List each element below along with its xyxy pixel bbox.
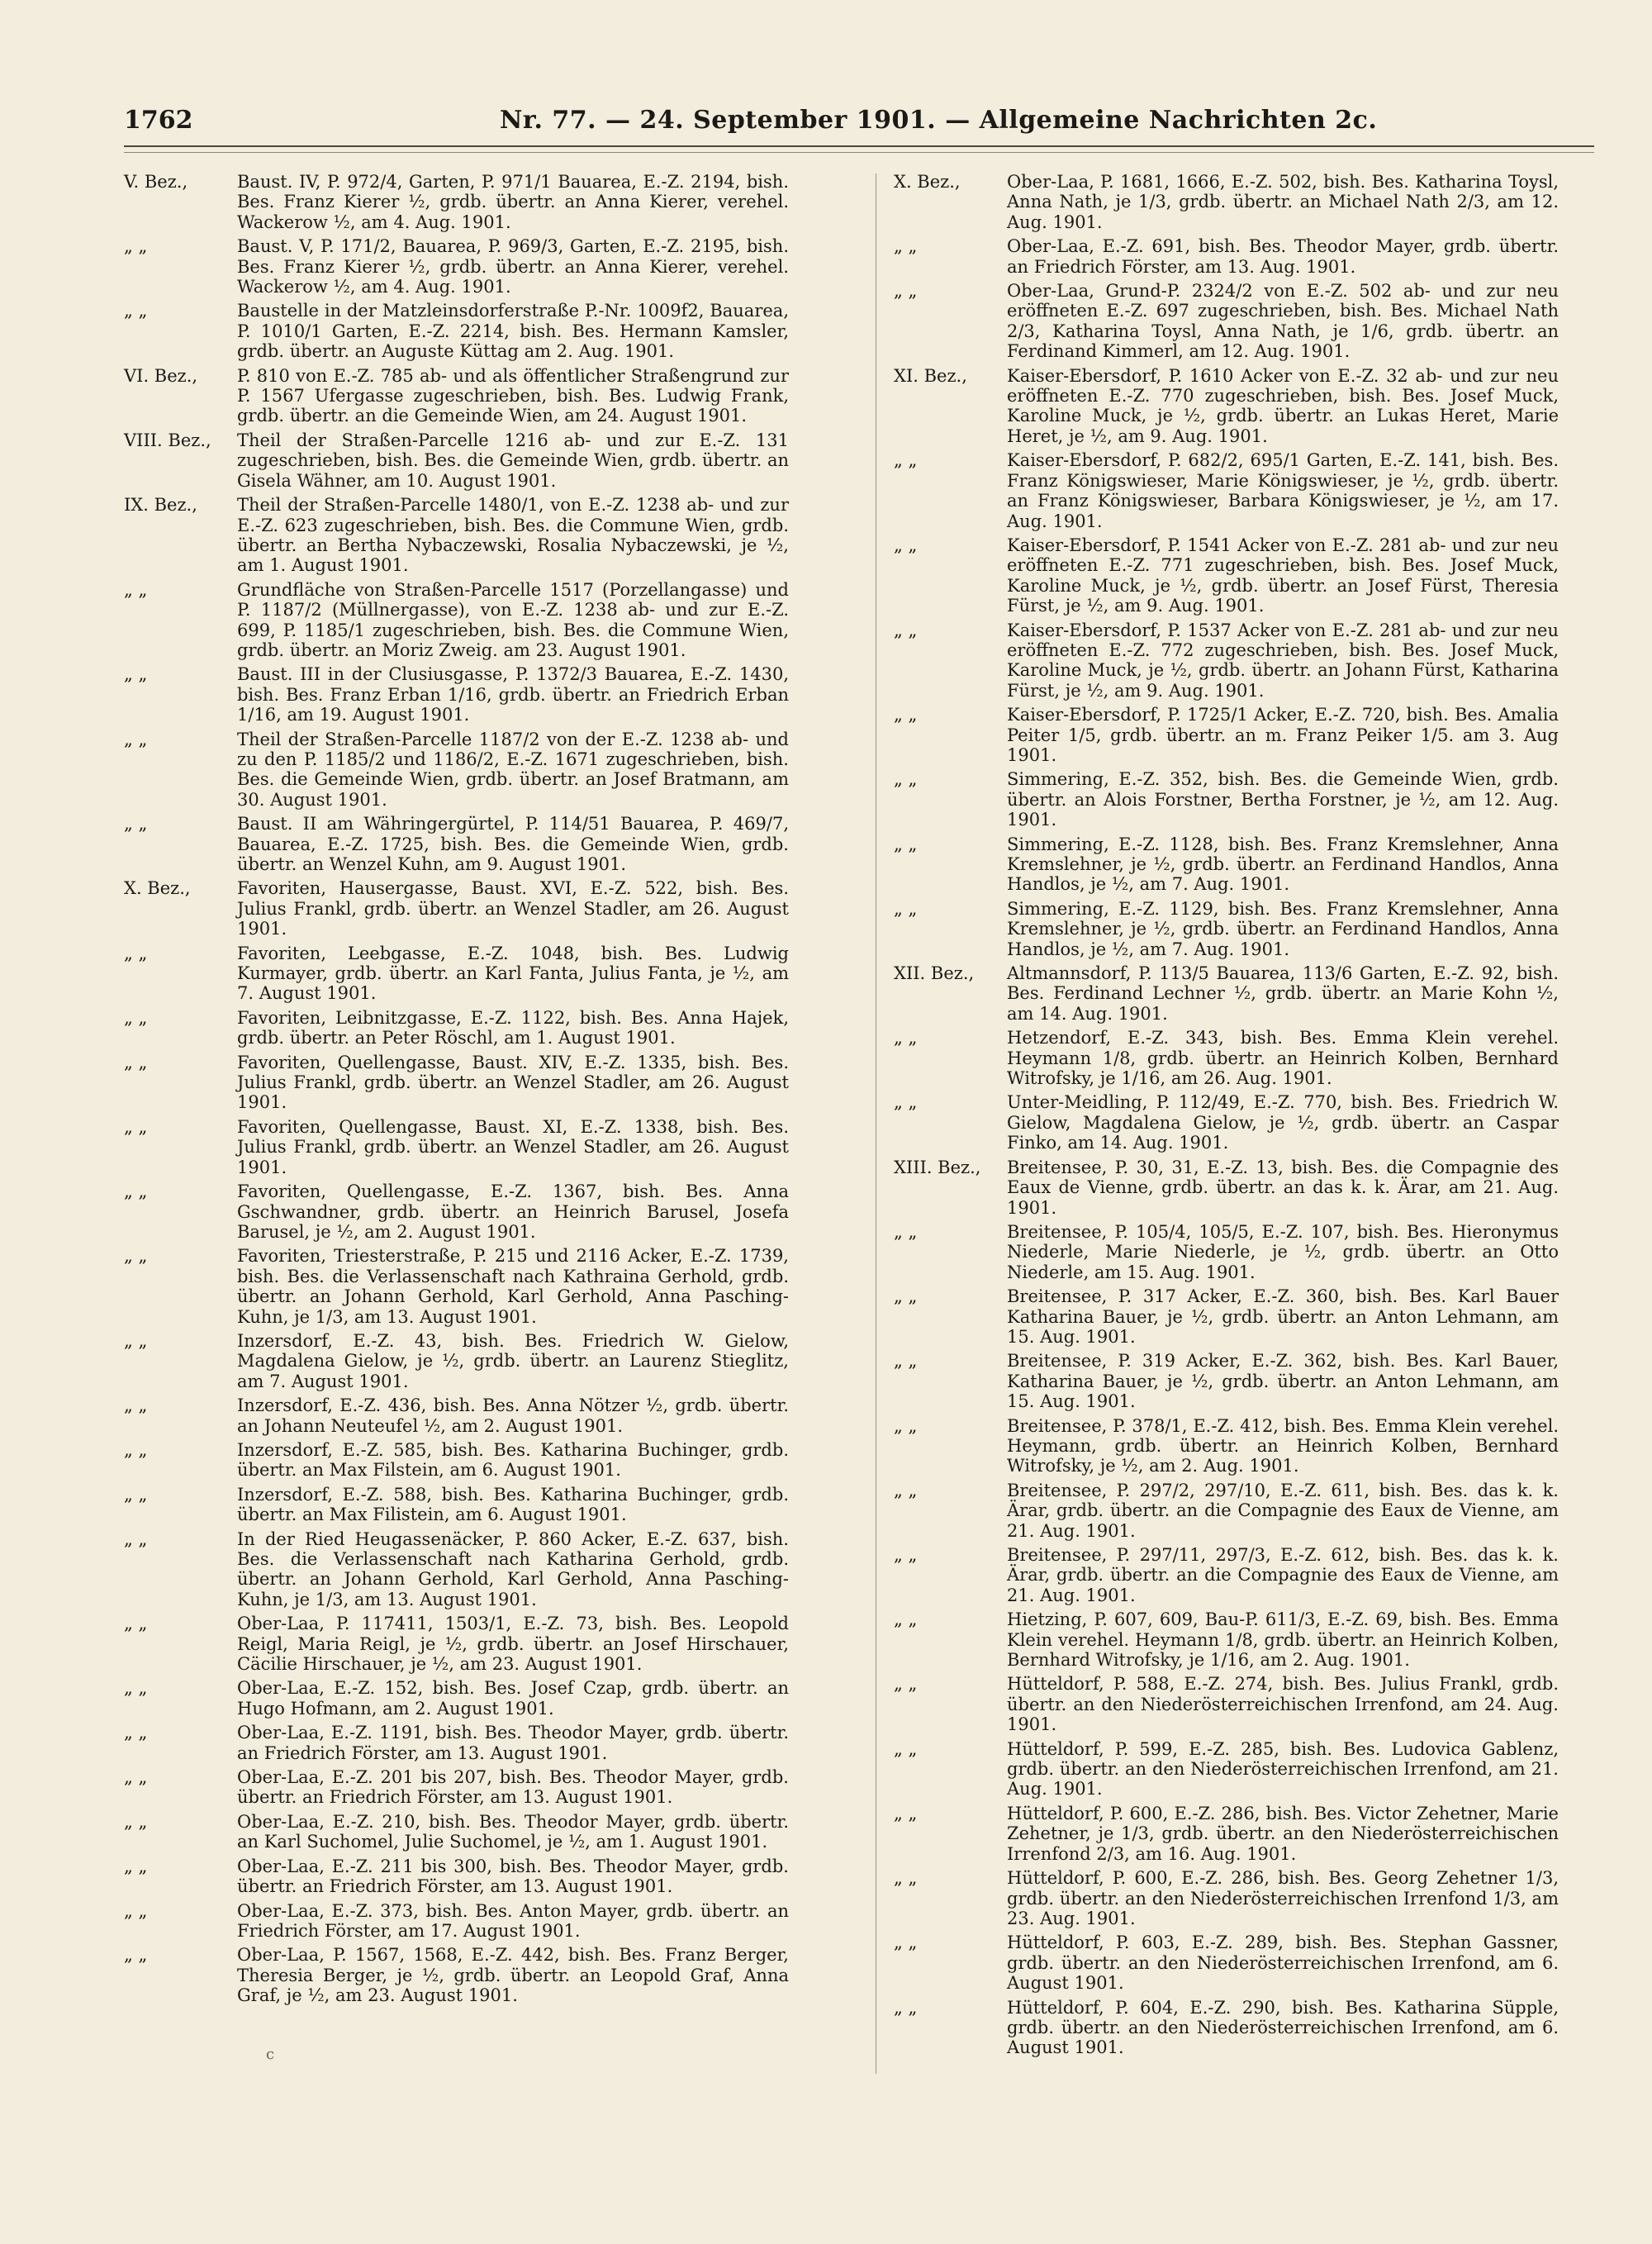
entry-text: Ober-Laa, Grund-P. 2324/2 von E.-Z. 502 ab- und zur neu eröffneten E.-Z. 697 zugeschrieben, bish. Bes. Michael Nath 2/3, Katharina Toysl, Anna Nath, je 1/6, grdb. übertr. an Ferdinand Kimmerl, am 12. Aug. 1901.: [1007, 281, 1559, 362]
entry-district: „ „: [894, 769, 918, 790]
entry-text: Favoriten, Leebgasse, E.-Z. 1048, bish. Bes. Ludwig Kurmayer, grdb. übertr. an Karl Fanta, Julius Fanta, je ½, am 7. August 1901.: [237, 943, 789, 1004]
register-entry: [894, 1481, 1559, 1541]
register-entry: [124, 1767, 789, 1808]
entry-text: Ober-Laa, E.-Z. 210, bish. Bes. Theodor Mayer, grdb. übertr. an Karl Suchomel, Julie Suchomel, je ½, am 1. August 1901.: [237, 1811, 789, 1852]
entry-text: Simmering, E.-Z. 1128, bish. Bes. Franz Kremslehner, Anna Kremslehner, je ½, grdb. übertr. an Ferdinand Handlos, Anna Handlos, je ½, am 7. Aug. 1901.: [1007, 834, 1559, 895]
entry-text: Kaiser-Ebersdorf, P. 1725/1 Acker, E.-Z. 720, bish. Bes. Amalia Peiter 1/5, grdb. übertr. an m. Franz Peiker 1/5. am 3. Aug 1901.: [1007, 705, 1559, 765]
entry-district: „ „: [894, 1415, 918, 1436]
entry-text: P. 810 von E.-Z. 785 ab- und als öffentlicher Straßengrund zur P. 1567 Ufergasse zugeschrieben, bish. Bes. Ludwig Frank, grdb. übertr. an die Gemeinde Wien, am 24. August 1901.: [237, 365, 789, 426]
register-entry: [894, 963, 1559, 1024]
entry-text: Inzersdorf, E.-Z. 436, bish. Bes. Anna Nötzer ½, grdb. übertr. an Johann Neuteufel ½, am 2. August 1901.: [237, 1395, 789, 1436]
entry-district: „ „: [124, 1614, 148, 1634]
entry-district: „ „: [124, 1811, 148, 1832]
header-rule: [124, 145, 1594, 153]
register-entry: [124, 1053, 789, 1113]
entry-text: Hütteldorf, P. 599, E.-Z. 285, bish. Bes. Ludovica Gablenz, grdb. übertr. an den Niederösterreichischen Irrenfond, am 21. Aug. 1901.: [1007, 1738, 1559, 1799]
register-entry: [894, 281, 1559, 362]
entry-district: „ „: [124, 301, 148, 321]
entry-district: IX. Bez.,: [124, 495, 197, 516]
register-entry: [124, 430, 789, 491]
entry-text: Hütteldorf, P. 588, E.-Z. 274, bish. Bes. Julius Frankl, grdb. übertr. an den Niederösterreichischen Irrenfond, am 24. Aug. 1901.: [1007, 1674, 1559, 1735]
register-entry: [894, 172, 1559, 232]
entry-text: Kaiser-Ebersdorf, P. 1610 Acker von E.-Z. 32 ab- und zur neu eröffneten E.-Z. 770 zugeschrieben, bish. Bes. Josef Muck, Karoline Muck, je ½, grdb. übertr. an Lukas Heret, Marie Heret, je ½, am 9. Aug. 1901.: [1007, 365, 1559, 446]
register-entry: [894, 1158, 1559, 1218]
entry-district: „ „: [894, 1674, 918, 1695]
register-entry: [124, 1945, 789, 2005]
entry-district: „ „: [894, 1609, 918, 1630]
entry-text: Inzersdorf, E.-Z. 585, bish. Bes. Katharina Buchinger, grdb. übertr. an Max Filstein, am 6. August 1901.: [237, 1439, 789, 1481]
page-number: 1762: [124, 106, 193, 135]
entry-text: Theil der Straßen-Parcelle 1187/2 von der E.-Z. 1238 ab- und zu den P. 1185/2 und 1186/2, E.-Z. 1671 zugeschrieben, bish. Bes. die Gemeinde Wien, grdb. übertr. an Josef Bratmann, am 30. August 1901.: [237, 729, 789, 810]
register-entry: [894, 1351, 1559, 1411]
running-title: Nr. 77. — 24. September 1901. — Allgemeine Nachrichten 2c.: [500, 106, 1378, 135]
entry-text: Ober-Laa, E.-Z. 691, bish. Bes. Theodor Mayer, grdb. übertr. an Friedrich Förster, am 13. Aug. 1901.: [1007, 236, 1559, 277]
entry-text: Hütteldorf, P. 604, E.-Z. 290, bish. Bes. Katharina Süpple, grdb. übertr. an den Niederösterreichischen Irrenfond, am 6. August 1901.: [1007, 1997, 1559, 2058]
entry-district: „ „: [124, 1484, 148, 1505]
register-entry: [124, 1331, 789, 1391]
entry-district: „ „: [124, 236, 148, 257]
entry-district: „ „: [124, 1116, 148, 1137]
entry-text: Ober-Laa, P. 1681, 1666, E.-Z. 502, bish. Bes. Katharina Toysl, Anna Nath, je 1/3, grdb. übertr. an Michael Nath 2/3, am 12. Aug. 1901.: [1007, 172, 1559, 232]
entry-district: „ „: [124, 664, 148, 685]
entry-district: „ „: [124, 1945, 148, 1966]
entry-text: Breitensee, P. 378/1, E.-Z. 412, bish. Bes. Emma Klein verehel. Heymann, grdb. übertr. an Heinrich Kolben, Bernhard Witrofsky, je ½, am 2. Aug. 1901.: [1007, 1415, 1559, 1476]
left-column: [124, 172, 789, 2010]
register-entry: [894, 535, 1559, 616]
entry-text: Simmering, E.-Z. 352, bish. Bes. die Gemeinde Wien, grdb. übertr. an Alois Forstner, Bertha Forstner, je ½, am 12. Aug. 1901.: [1007, 769, 1559, 830]
entry-text: Baust. IV, P. 972/4, Garten, P. 971/1 Bauarea, E.-Z. 2194, bish. Bes. Franz Kierer ½, grdb. übertr. an Anna Kierer, verehel. Wackerow ½, am 4. Aug. 1901.: [237, 172, 789, 232]
register-entry: [124, 1246, 789, 1327]
register-entry: [124, 1485, 789, 1525]
register-entry: [894, 1416, 1559, 1476]
register-entry: [894, 1545, 1559, 1605]
entry-text: Hütteldorf, P. 600, E.-Z. 286, bish. Bes. Victor Zehetner, Marie Zehetner, je 1/3, grdb. übertr. an den Niederösterreichischen Irrenfond 2/3, am 16. Aug. 1901.: [1007, 1803, 1559, 1864]
entry-district: „ „: [894, 1351, 918, 1372]
register-entry: [124, 1181, 789, 1242]
entry-district: „ „: [894, 1480, 918, 1500]
register-entry: [894, 1092, 1559, 1153]
entry-district: „ „: [124, 1007, 148, 1028]
entry-text: Hütteldorf, P. 603, E.-Z. 289, bish. Bes. Stephan Gassner, grdb. übertr. an den Niederösterreichischen Irrenfond, am 6. August 1901.: [1007, 1933, 1559, 1994]
entry-district: „ „: [124, 1330, 148, 1351]
entry-text: Theil der Straßen-Parcelle 1216 ab- und zur E.-Z. 131 zugeschrieben, bish. Bes. die Gemeinde Wien, grdb. übertr. an Gisela Wähner, am 10. August 1901.: [237, 430, 789, 491]
entry-text: Breitensee, P. 105/4, 105/5, E.-Z. 107, bish. Bes. Hieronymus Niederle, Marie Niederle, je ½, grdb. übertr. an Otto Niederle, am 15. Aug. 1901.: [1007, 1221, 1559, 1282]
entry-district: „ „: [894, 535, 918, 555]
right-column: [894, 172, 1559, 2062]
register-entry: [124, 1395, 789, 1436]
register-entry: [124, 580, 789, 661]
register-entry: [124, 730, 789, 811]
entry-district: „ „: [894, 1997, 918, 2018]
entry-text: Kaiser-Ebersdorf, P. 1537 Acker von E.-Z. 281 ab- und zur neu eröffneten E.-Z. 772 zugeschrieben, bish. Bes. Josef Muck, Karoline Muck, je ½, grdb. übertr. an Johann Fürst, Katharina Fürst, je ½, am 9. Aug. 1901.: [1007, 620, 1559, 701]
register-entry: [894, 1286, 1559, 1347]
entry-district: „ „: [894, 1738, 918, 1759]
entry-text: Favoriten, Leibnitzgasse, E.-Z. 1122, bish. Bes. Anna Hajek, grdb. übertr. an Peter Röschl, am 1. August 1901.: [237, 1007, 789, 1048]
entry-text: Kaiser-Ebersdorf, P. 682/2, 695/1 Garten, E.-Z. 141, bish. Bes. Franz Königswieser, Marie Königswieser, je ½, grdb. übertr. an Franz Königswieser, Barbara Königswieser, je ½, am 17. Aug. 1901.: [1007, 450, 1559, 531]
entry-text: Ober-Laa, E.-Z. 1191, bish. Bes. Theodor Mayer, grdb. übertr. an Friedrich Förster, am 13. August 1901.: [237, 1723, 789, 1763]
entry-district: „ „: [894, 281, 918, 302]
entry-district: VIII. Bez.,: [124, 430, 211, 450]
entry-text: Ober-Laa, E.-Z. 373, bish. Bes. Anton Mayer, grdb. übertr. an Friedrich Förster, am 17. August 1901.: [237, 1900, 789, 1941]
entry-district: „ „: [124, 1395, 148, 1416]
register-entry: [894, 236, 1559, 277]
entry-text: Favoriten, Quellengasse, E.-Z. 1367, bish. Bes. Anna Gschwandner, grdb. übertr. an Heinrich Barusel, Josefa Barusel, je ½, am 2. August 1901.: [237, 1181, 789, 1242]
register-entry: [894, 1998, 1559, 2058]
entry-district: V. Bez.,: [124, 172, 188, 192]
register-entry: [124, 495, 789, 576]
entry-district: „ „: [124, 1439, 148, 1460]
entry-district: „ „: [124, 729, 148, 749]
entry-district: „ „: [894, 834, 918, 854]
entry-district: „ „: [894, 1933, 918, 1953]
entry-district: X. Bez.,: [894, 172, 961, 192]
register-entry: [124, 1723, 789, 1763]
entry-text: Favoriten, Quellengasse, Baust. XI, E.-Z. 1338, bish. Bes. Julius Frankl, grdb. übertr. an Wenzel Stadler, am 26. August 1901.: [237, 1116, 789, 1177]
register-entry: [124, 1440, 789, 1481]
entry-text: Unter-Meidling, P. 112/49, E.-Z. 770, bish. Bes. Friedrich W. Gielow, Magdalena Gielow, je ½, grdb. übertr. an Caspar Finko, am 14. Aug. 1901.: [1007, 1092, 1559, 1153]
entry-text: Theil der Straßen-Parcelle 1480/1, von E.-Z. 1238 ab- und zur E.-Z. 623 zugeschrieben, bish. Bes. die Commune Wien, grdb. übertr. an Bertha Nybaczewski, Rosalia Nybaczewski, je ½, am 1. August 1901.: [237, 495, 789, 576]
entry-district: „ „: [894, 1221, 918, 1242]
entry-text: Kaiser-Ebersdorf, P. 1541 Acker von E.-Z. 281 ab- und zur neu eröffneten E.-Z. 771 zugeschrieben, bish. Bes. Josef Muck, Karoline Muck, je ½, grdb. übertr. an Josef Fürst, Theresia Fürst, je ½, am 9. Aug. 1901.: [1007, 535, 1559, 616]
entry-district: „ „: [894, 898, 918, 919]
entry-district: „ „: [894, 1868, 918, 1889]
entry-district: „ „: [894, 1286, 918, 1307]
register-entry: [124, 1008, 789, 1048]
register-entry: [124, 1901, 789, 1942]
entry-district: „ „: [894, 1028, 918, 1048]
entry-text: Baustelle in der Matzleinsdorferstraße P.-Nr. 1009f2, Bauarea, P. 1010/1 Garten, E.-Z. 2214, bish. Bes. Hermann Kamsler, grdb. übertr. an Auguste Küttag am 2. Aug. 1901.: [237, 301, 789, 362]
register-entry: [124, 1857, 789, 1897]
register-entry: [894, 705, 1559, 765]
entry-district: „ „: [124, 814, 148, 834]
entry-district: „ „: [124, 943, 148, 963]
entry-district: „ „: [124, 579, 148, 600]
entry-text: In der Ried Heugassenäcker, P. 860 Acker, E.-Z. 637, bish. Bes. die Verlassenschaft nach Katharina Gerhold, grdb. übertr. an Johann Gerhold, Karl Gerhold, Anna Pasching-Kuhn, je 1/3, am 13. August 1901.: [237, 1528, 789, 1609]
entry-text: Breitensee, P. 317 Acker, E.-Z. 360, bish. Bes. Karl Bauer Katharina Bauer, je ½, grdb. übertr. an Anton Lehmann, am 15. Aug. 1901.: [1007, 1286, 1559, 1347]
register-entry: [894, 620, 1559, 701]
register-entry: [124, 1529, 789, 1610]
entry-text: Inzersdorf, E.-Z. 588, bish. Bes. Katharina Buchinger, grdb. übertr. an Max Filistein, am 6. August 1901.: [237, 1484, 789, 1525]
entry-text: Hetzendorf, E.-Z. 343, bish. Bes. Emma Klein verehel. Heymann 1/8, grdb. übertr. an Heinrich Kolben, Bernhard Witrofsky, je 1/16, am 26. Aug. 1901.: [1007, 1028, 1559, 1089]
entry-text: Breitensee, P. 30, 31, E.-Z. 13, bish. Bes. die Compagnie des Eaux de Vienne, grdb. übertr. an das k. k. Ärar, am 21. Aug. 1901.: [1007, 1157, 1559, 1218]
entry-district: „ „: [124, 1181, 148, 1202]
register-entry: [124, 236, 789, 297]
footer-mark: c: [266, 2046, 275, 2063]
register-entry: [124, 301, 789, 361]
entry-district: „ „: [894, 450, 918, 471]
entry-district: „ „: [894, 236, 918, 257]
register-entry: [124, 664, 789, 725]
register-entry: [894, 1674, 1559, 1734]
register-entry: [894, 1222, 1559, 1282]
register-entry: [894, 1739, 1559, 1799]
entry-text: Breitensee, P. 297/2, 297/10, E.-Z. 611, bish. Bes. das k. k. Ärar, grdb. übertr. an die Compagnie des Eaux de Vienne, am 21. Aug. 1901.: [1007, 1480, 1559, 1541]
register-entry: [894, 366, 1559, 447]
entry-text: Ober-Laa, E.-Z. 152, bish. Bes. Josef Czap, grdb. übertr. an Hugo Hofmann, am 2. August 1901.: [237, 1678, 789, 1719]
register-entry: [124, 1812, 789, 1852]
register-entry: [124, 366, 789, 426]
register-entry: [124, 1117, 789, 1177]
entry-text: Baust. II am Währingergürtel, P. 114/51 Bauarea, P. 469/7, Bauarea, E.-Z. 1725, bish. Bes. die Gemeinde Wien, grdb. übertr. an Wenzel Kuhn, am 9. August 1901.: [237, 814, 789, 874]
entry-text: Hütteldorf, P. 600, E.-Z. 286, bish. Bes. Georg Zehetner 1/3, grdb. übertr. an den Niederösterreichischen Irrenfond 1/3, am 23. Aug. 1901.: [1007, 1868, 1559, 1928]
register-entry: [124, 1614, 789, 1674]
entry-text: Grundfläche von Straßen-Parcelle 1517 (Porzellangasse) und P. 1187/2 (Müllnergasse), von E.-Z. 1238 ab- und zur E.-Z. 699, P. 1185/1 zugeschrieben, bish. Bes. die Commune Wien, grdb. übertr. an Moriz Zweig. am 23. August 1901.: [237, 579, 789, 660]
entry-district: „ „: [124, 1767, 148, 1788]
entry-text: Ober-Laa, E.-Z. 211 bis 300, bish. Bes. Theodor Mayer, grdb. übertr. an Friedrich Förster, am 13. August 1901.: [237, 1856, 789, 1897]
register-entry: [894, 1804, 1559, 1864]
register-entry: [124, 878, 789, 939]
register-entry: [124, 1678, 789, 1719]
register-entry: [894, 1028, 1559, 1088]
entry-district: „ „: [894, 620, 918, 640]
entry-district: „ „: [894, 1545, 918, 1565]
entry-district: „ „: [894, 1803, 918, 1823]
entry-district: „ „: [894, 705, 918, 725]
entry-district: „ „: [894, 1092, 918, 1113]
entry-district: „ „: [124, 1856, 148, 1876]
register-entry: [894, 769, 1559, 830]
entry-text: Breitensee, P. 319 Acker, E.-Z. 362, bish. Bes. Karl Bauer, Katharina Bauer, je ½, grdb. übertr. an Anton Lehmann, am 15. Aug. 1901.: [1007, 1351, 1559, 1412]
entry-text: Inzersdorf, E.-Z. 43, bish. Bes. Friedrich W. Gielow, Magdalena Gielow, je ½, grdb. übertr. an Laurenz Stieglitz, am 7. August 1901.: [237, 1330, 789, 1391]
entry-text: Ober-Laa, P. 1567, 1568, E.-Z. 442, bish. Bes. Franz Berger, Theresia Berger, je ½, grdb. übertr. an Leopold Graf, Anna Graf, je ½, am 23. August 1901.: [237, 1945, 789, 2006]
entry-district: XII. Bez.,: [894, 963, 975, 984]
entry-district: X. Bez.,: [124, 878, 191, 899]
entry-district: „ „: [124, 1723, 148, 1743]
entry-district: „ „: [124, 1052, 148, 1072]
entry-district: „ „: [124, 1528, 148, 1549]
entry-district: „ „: [124, 1900, 148, 1921]
entry-text: Ober-Laa, E.-Z. 201 bis 207, bish. Bes. Theodor Mayer, grdb. übertr. an Friedrich Förster, am 13. August 1901.: [237, 1767, 789, 1808]
entry-district: „ „: [124, 1678, 148, 1699]
register-entry: [894, 1868, 1559, 1928]
entry-text: Simmering, E.-Z. 1129, bish. Bes. Franz Kremslehner, Anna Kremslehner, je ½, grdb. übertr. an Ferdinand Handlos, Anna Handlos, je ½, am 7. Aug. 1901.: [1007, 898, 1559, 959]
register-entry: [894, 1609, 1559, 1670]
entry-text: Breitensee, P. 297/11, 297/3, E.-Z. 612, bish. Bes. das k. k. Ärar, grdb. übertr. an die Compagnie des Eaux de Vienne, am 21. Aug. 1901.: [1007, 1545, 1559, 1605]
entry-text: Hietzing, P. 607, 609, Bau-P. 611/3, E.-Z. 69, bish. Bes. Emma Klein verehel. Heymann 1/8, grdb. übertr. an Heinrich Kolben, Bernhard Witrofsky, je 1/16, am 2. Aug. 1901.: [1007, 1609, 1559, 1671]
entry-text: Favoriten, Triesterstraße, P. 215 und 2116 Acker, E.-Z. 1739, bish. Bes. die Verlassenschaft nach Kathraina Gerhold, grdb. übertr. an Johann Gerhold, Karl Gerhold, Anna Pasching-Kuhn, je 1/3, am 13. August 1901.: [237, 1246, 789, 1327]
register-entry: [124, 814, 789, 874]
entry-district: VI. Bez.,: [124, 365, 198, 386]
register-entry: [894, 450, 1559, 531]
entry-district: XI. Bez.,: [894, 365, 967, 386]
entry-text: Baust. V, P. 171/2, Bauarea, P. 969/3, Garten, E.-Z. 2195, bish. Bes. Franz Kierer ½, grdb. übertr. an Anna Kierer, verehel. Wackerow ½, am 4. Aug. 1901.: [237, 236, 789, 297]
entry-district: „ „: [124, 1246, 148, 1267]
register-entry: [124, 172, 789, 232]
entry-text: Favoriten, Hausergasse, Baust. XVI, E.-Z. 522, bish. Bes. Julius Frankl, grdb. übertr. an Wenzel Stadler, am 26. August 1901.: [237, 878, 789, 939]
register-entry: [894, 834, 1559, 895]
entry-text: Altmannsdorf, P. 113/5 Bauarea, 113/6 Garten, E.-Z. 92, bish. Bes. Ferdinand Lechner ½, grdb. übertr. an Marie Kohn ½, am 14. Aug. 1901.: [1007, 963, 1559, 1024]
entry-text: Favoriten, Quellengasse, Baust. XIV, E.-Z. 1335, bish. Bes. Julius Frankl, grdb. übertr. an Wenzel Stadler, am 26. August 1901.: [237, 1052, 789, 1113]
register-entry: [894, 899, 1559, 959]
register-entry: [124, 944, 789, 1004]
entry-district: XIII. Bez.,: [894, 1157, 981, 1177]
register-entry: [894, 1933, 1559, 1993]
entry-text: Ober-Laa, P. 117411, 1503/1, E.-Z. 73, bish. Bes. Leopold Reigl, Maria Reigl, je ½, grdb. übertr. an Josef Hirschauer, Cäcilie Hirschauer, je ½, am 23. August 1901.: [237, 1614, 789, 1675]
entry-text: Baust. III in der Clusiusgasse, P. 1372/3 Bauarea, E.-Z. 1430, bish. Bes. Franz Erban 1/16, grdb. übertr. an Friedrich Erban 1/16, am 19. August 1901.: [237, 664, 789, 725]
